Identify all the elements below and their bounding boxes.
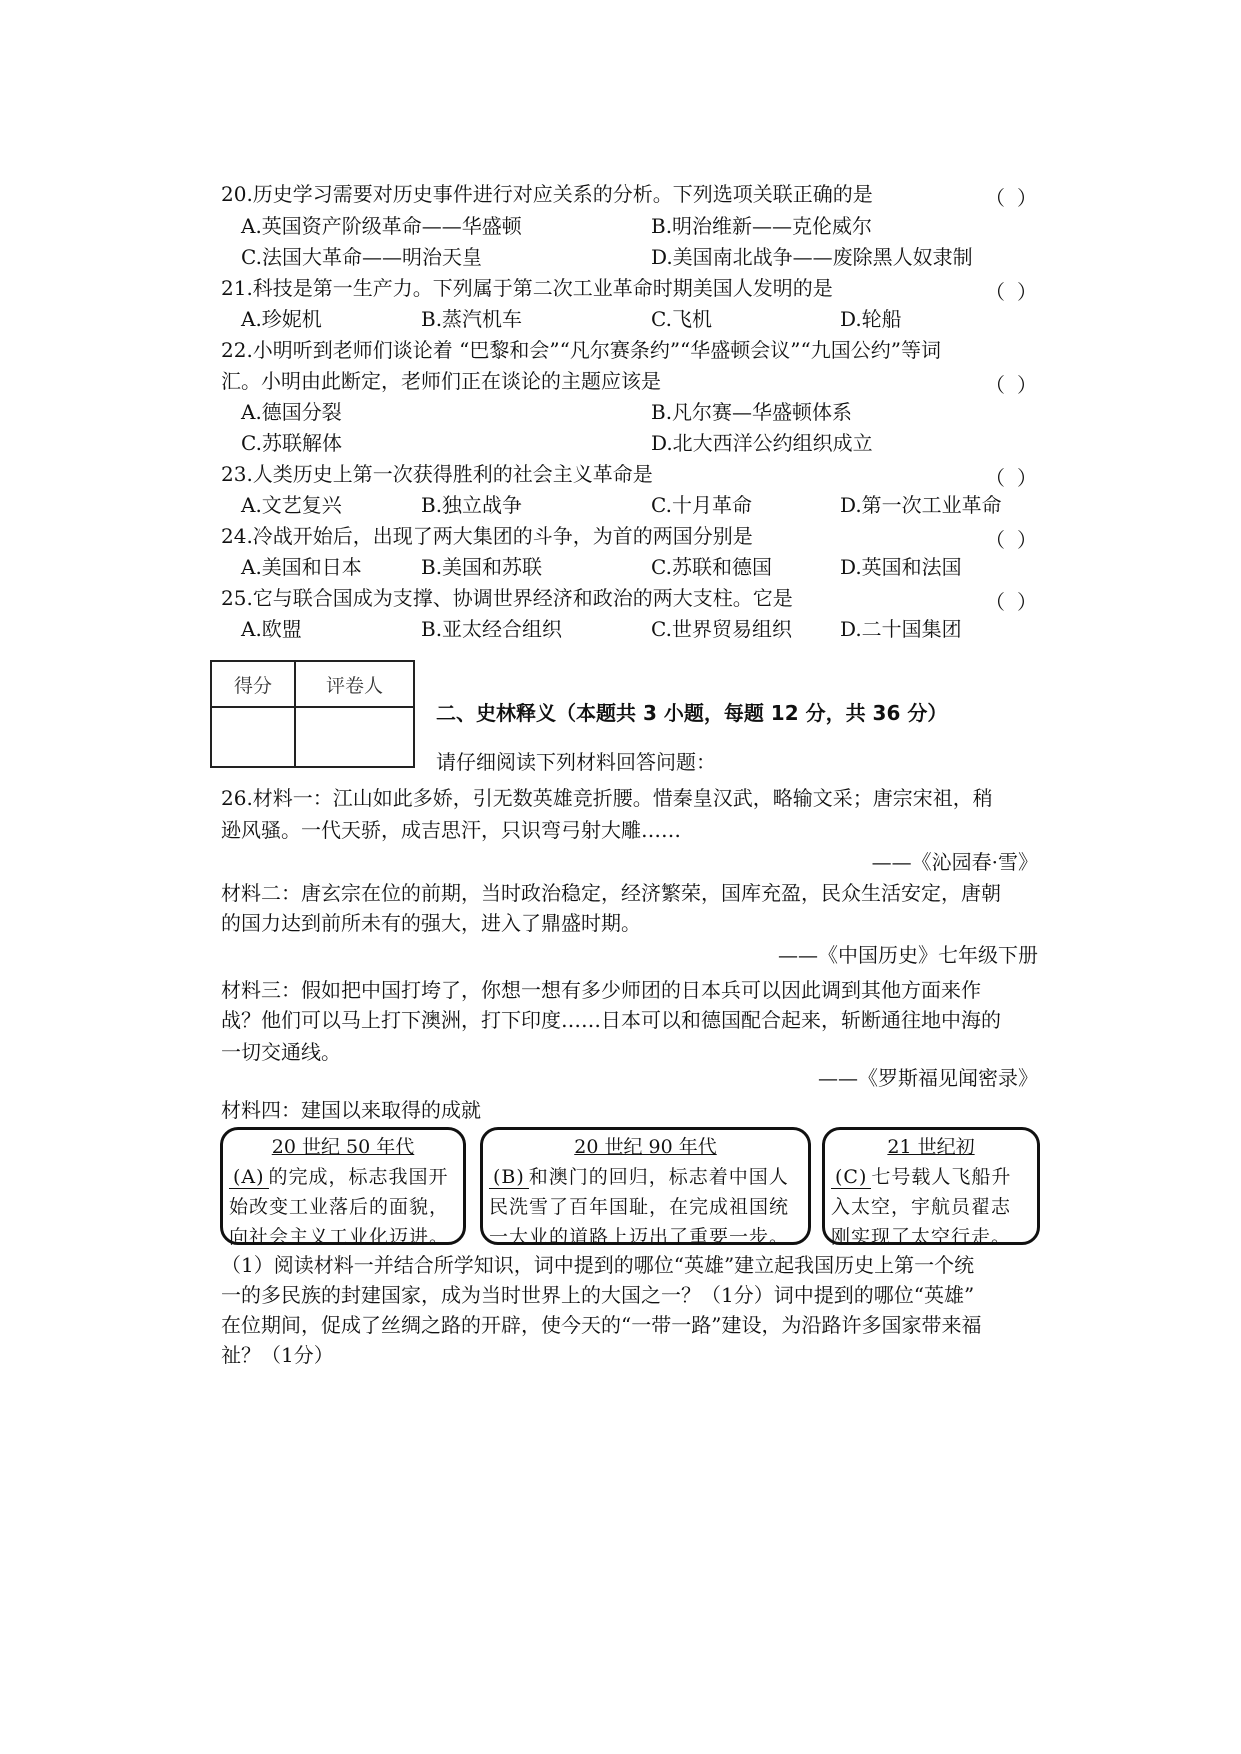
- answer-bracket-25[interactable]: [985, 586, 1037, 615]
- material-1-source: ——《沁园春·雪》: [871, 850, 1038, 874]
- achievement-box-1950s: [220, 1127, 466, 1248]
- option-a: A.美国和日本: [241, 555, 362, 579]
- bracket-close: ）: [1017, 590, 1037, 614]
- blank-b[interactable]: (B): [489, 1166, 529, 1189]
- option-d: D.北大西洋公约组织成立: [651, 431, 873, 455]
- question-23-stem: 23.人类历史上第一次获得胜利的社会主义革命是: [221, 462, 653, 486]
- box-text: 入太空，宇航员翟志: [831, 1196, 1012, 1218]
- sub-question-1-line: 祉？（1分）: [221, 1343, 334, 1367]
- box-text: 一大业的道路上迈出了重要一步。: [489, 1226, 790, 1248]
- bracket-open: （: [985, 528, 1005, 552]
- question-24-stem: 24.冷战开始后，出现了两大集团的斗争，为首的两国分别是: [221, 524, 753, 548]
- question-25-stem: 25.它与联合国成为支撑、协调世界经济和政治的两大支柱。它是: [221, 586, 793, 610]
- sub-question-1-line: （1）阅读材料一并结合所学知识，词中提到的哪位“英雄”建立起我国历史上第一个统: [221, 1253, 975, 1277]
- bracket-open: （: [985, 373, 1005, 397]
- blank-a[interactable]: (A): [229, 1166, 269, 1189]
- material-3-source: ——《罗斯福见闻密录》: [818, 1066, 1038, 1090]
- option-b: B.美国和苏联: [421, 555, 543, 579]
- bracket-close: ）: [1017, 186, 1037, 210]
- score-table: [210, 660, 415, 768]
- option-b: B.独立战争: [421, 493, 523, 517]
- answer-bracket-22[interactable]: [985, 369, 1037, 398]
- option-c: C.世界贸易组织: [651, 617, 792, 641]
- blank-c[interactable]: (C): [831, 1166, 871, 1189]
- material-3-line: 战？他们可以马上打下澳洲，打下印度……日本可以和德国配合起来，斩断通往地中海的: [221, 1008, 1001, 1032]
- grader-header: 评卷人: [295, 661, 414, 707]
- option-d: D.美国南北战争——废除黑人奴隶制: [651, 245, 973, 269]
- material-3-line: 一切交通线。: [221, 1040, 341, 1064]
- box-text: 七号载人飞船升: [871, 1166, 1012, 1188]
- option-c: C.十月革命: [651, 493, 752, 517]
- question-21-stem: 21.科技是第一生产力。下列属于第二次工业革命时期美国人发明的是: [221, 276, 833, 300]
- answer-bracket-24[interactable]: [985, 524, 1037, 553]
- answer-bracket-23[interactable]: [985, 462, 1037, 491]
- box-heading: 20 世纪 50 年代: [271, 1136, 415, 1158]
- option-c: C.飞机: [651, 307, 712, 331]
- box-text: 向社会主义工业化迈进。: [229, 1226, 450, 1248]
- bracket-close: ）: [1017, 280, 1037, 304]
- box-text: 的完成，标志我国开: [268, 1166, 449, 1188]
- sub-question-1-line: 在位期间，促成了丝绸之路的开辟，使今天的“一带一路”建设，为沿路许多国家带来福: [221, 1313, 982, 1337]
- option-c: C.法国大革命——明治天皇: [241, 245, 482, 269]
- option-d: D.英国和法国: [840, 555, 962, 579]
- option-b: B.蒸汽机车: [421, 307, 523, 331]
- material-1-line: 26.材料一：江山如此多娇，引无数英雄竞折腰。惜秦皇汉武，略输文采；唐宗宋祖，稍: [221, 786, 993, 810]
- answer-bracket-21[interactable]: [985, 276, 1037, 305]
- box-text: 刚实现了太空行走。: [831, 1226, 1012, 1248]
- bracket-close: ）: [1017, 528, 1037, 552]
- achievement-box-1990s: [480, 1127, 811, 1248]
- section-title: 二、史林释义（本题共 3 小题，每题 12 分，共 36 分）: [436, 701, 948, 725]
- answer-bracket-20[interactable]: [985, 182, 1037, 211]
- material-2-line: 的国力达到前所未有的强大，进入了鼎盛时期。: [221, 911, 641, 935]
- box-text: 始改变工业落后的面貌，: [229, 1196, 450, 1218]
- section-instruction: 请仔细阅读下列材料回答问题：: [436, 750, 716, 774]
- option-c: C.苏联解体: [241, 431, 342, 455]
- option-a: A.文艺复兴: [241, 493, 342, 517]
- box-text: 和澳门的回归，标志着中国人: [528, 1166, 789, 1188]
- bracket-open: （: [985, 186, 1005, 210]
- bracket-open: （: [985, 590, 1005, 614]
- option-b: B.凡尔赛—华盛顿体系: [651, 400, 853, 424]
- sub-question-1-line: 一的多民族的封建国家，成为当时世界上的大国之一？（1分）词中提到的哪位“英雄”: [221, 1283, 975, 1307]
- option-a: A.德国分裂: [241, 400, 342, 424]
- score-header: 得分: [211, 661, 295, 707]
- box-text: 民洗雪了百年国耻，在完成祖国统: [489, 1196, 790, 1218]
- achievement-box-21st-century: [822, 1127, 1040, 1248]
- material-4-title: 材料四：建国以来取得的成就: [221, 1098, 481, 1122]
- question-22-stem: 22.小明听到老师们谈论着 “巴黎和会”“凡尔赛条约”“华盛顿会议”“九国公约”等词: [221, 338, 941, 362]
- material-3-line: 材料三：假如把中国打垮了，你想一想有多少师团的日本兵可以因此调到其他方面来作: [221, 978, 981, 1002]
- option-b: B.明治维新——克伦威尔: [651, 214, 873, 238]
- question-22-stem-cont: 汇。小明由此断定，老师们正在谈论的主题应该是: [221, 369, 661, 393]
- option-d: D.二十国集团: [840, 617, 962, 641]
- question-20-stem: 20.历史学习需要对历史事件进行对应关系的分析。下列选项关联正确的是: [221, 182, 873, 206]
- material-2-source: ——《中国历史》七年级下册: [778, 943, 1038, 967]
- grader-cell[interactable]: [295, 707, 414, 767]
- material-2-line: 材料二：唐玄宗在位的前期，当时政治稳定，经济繁荣，国库充盈，民众生活安定，唐朝: [221, 881, 1001, 905]
- score-cell[interactable]: [211, 707, 295, 767]
- box-heading: 20 世纪 90 年代: [574, 1136, 717, 1158]
- option-c: C.苏联和德国: [651, 555, 772, 579]
- material-1-line: 逊风骚。一代天骄，成吉思汗，只识弯弓射大雕……: [221, 818, 681, 842]
- option-b: B.亚太经合组织: [421, 617, 563, 641]
- box-heading: 21 世纪初: [887, 1136, 975, 1158]
- option-a: A.珍妮机: [241, 307, 322, 331]
- option-d: D.第一次工业革命: [840, 493, 1002, 517]
- option-d: D.轮船: [840, 307, 902, 331]
- bracket-open: （: [985, 280, 1005, 304]
- bracket-open: （: [985, 466, 1005, 490]
- bracket-close: ）: [1017, 466, 1037, 490]
- bracket-close: ）: [1017, 373, 1037, 397]
- option-a: A.英国资产阶级革命——华盛顿: [241, 214, 522, 238]
- option-a: A.欧盟: [241, 617, 302, 641]
